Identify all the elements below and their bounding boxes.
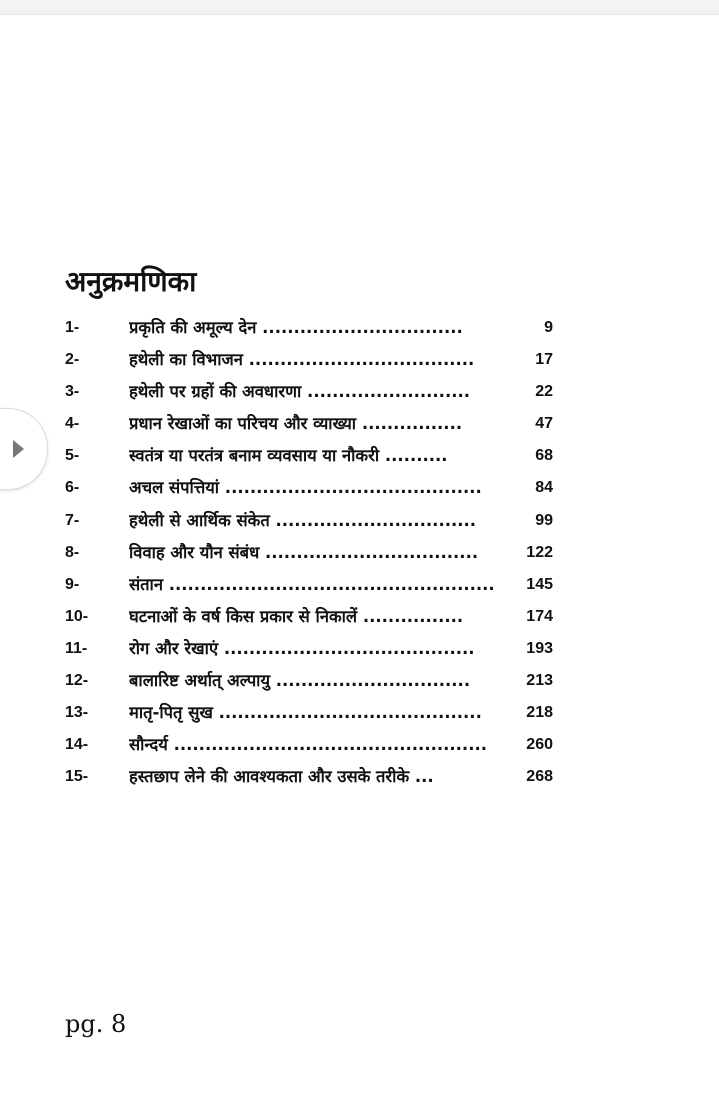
toc-entry-title: संतान .................................................... [129,574,495,594]
toc-entry[interactable] [65,601,565,633]
toc-entry-number: 5- [65,447,80,465]
chevron-right-icon [13,440,24,458]
toc-entry-title: सौन्दर्य .................................................. [129,735,488,755]
toc-entry-page: 9 [542,312,553,344]
toc-entry-number: 4- [65,415,80,433]
top-toolbar-strip [0,0,719,15]
toc-entry-number: 1- [65,319,80,336]
toc-entry-page: 213 [524,665,553,697]
toc-entry-title: हथेली पर ग्रहों की अवधारणा .......................... [129,382,471,402]
toc-entry-page: 122 [524,537,553,569]
toc-entry-page: 260 [524,729,553,761]
toc-entry-page: 218 [524,697,553,729]
toc-entry-page: 99 [533,505,553,537]
toc-entry[interactable] [65,665,565,697]
toc-entry-title: प्रधान रेखाओं का परिचय और व्याख्या ................ [129,414,463,434]
page-number: pg. 8 [65,1010,127,1038]
toc-entry-title: रोग और रेखाएं ........................................ [129,638,475,658]
toc-entry-page: 193 [524,633,553,665]
toc-entry-title: घटनाओं के वर्ष किस प्रकार से निकालें ................ [129,606,464,626]
toc-entry-page: 268 [524,761,553,793]
toc-entry-number: 13- [65,704,89,722]
toc-entry[interactable] [65,408,565,440]
toc-entry-number: 3- [65,383,80,401]
toc-entry-number: 14- [65,736,89,754]
toc-entry-page: 22 [533,376,553,408]
table-of-contents [65,312,565,793]
toc-entry-title: हथेली से आर्थिक संकेत ................................ [129,510,477,530]
toc-entry-number: 9- [65,575,80,593]
toc-entry-page: 145 [524,569,553,601]
toc-entry-number: 2- [65,351,80,369]
toc-entry-number: 15- [65,768,89,786]
toc-entry-title: प्रकृति की अमूल्य देन ................................ [129,318,463,337]
toc-entry-title: बालारिष्ट अर्थात् अल्पायु ............................... [129,671,471,691]
toc-entry-page: 47 [533,408,553,440]
toc-entry-title: अचल संपत्तियां ......................................... [129,478,482,498]
toc-entry-page: 174 [524,601,553,633]
toc-entry-page: 68 [533,440,553,472]
side-panel-toggle[interactable] [0,408,48,490]
toc-entry-number: 11- [65,639,88,657]
page-title: अनुक्रमणिका [65,265,197,298]
toc-entry-page: 17 [533,344,553,376]
toc-entry[interactable] [65,505,565,537]
toc-entry-title: मातृ-पितृ सुख .......................................... [129,703,482,723]
toc-entry[interactable] [65,344,565,376]
toc-entry-title: स्वतंत्र या परतंत्र बनाम व्यवसाय या नौकरी .......... [129,446,448,466]
toc-entry[interactable] [65,633,565,665]
toc-entry-title: हस्तछाप लेने की आवश्यकता और उसके तरीके ... [129,767,434,787]
toc-entry-page: 84 [533,472,553,504]
toc-entry[interactable] [65,761,565,793]
toc-entry[interactable] [65,537,565,569]
toc-entry[interactable] [65,312,565,344]
toc-entry-number: 10- [65,607,89,625]
toc-entry[interactable] [65,472,565,504]
toc-entry[interactable] [65,569,565,601]
toc-entry-number: 6- [65,479,80,497]
toc-entry[interactable] [65,729,565,761]
toc-entry-title: हथेली का विभाजन .................................... [129,350,475,370]
toc-entry-number: 8- [65,543,80,561]
toc-entry-number: 7- [65,511,80,529]
toc-entry[interactable] [65,440,565,472]
toc-entry-number: 12- [65,672,89,690]
toc-entry[interactable] [65,697,565,729]
toc-entry[interactable] [65,376,565,408]
toc-entry-title: विवाह और यौन संबंध .................................. [129,542,479,562]
